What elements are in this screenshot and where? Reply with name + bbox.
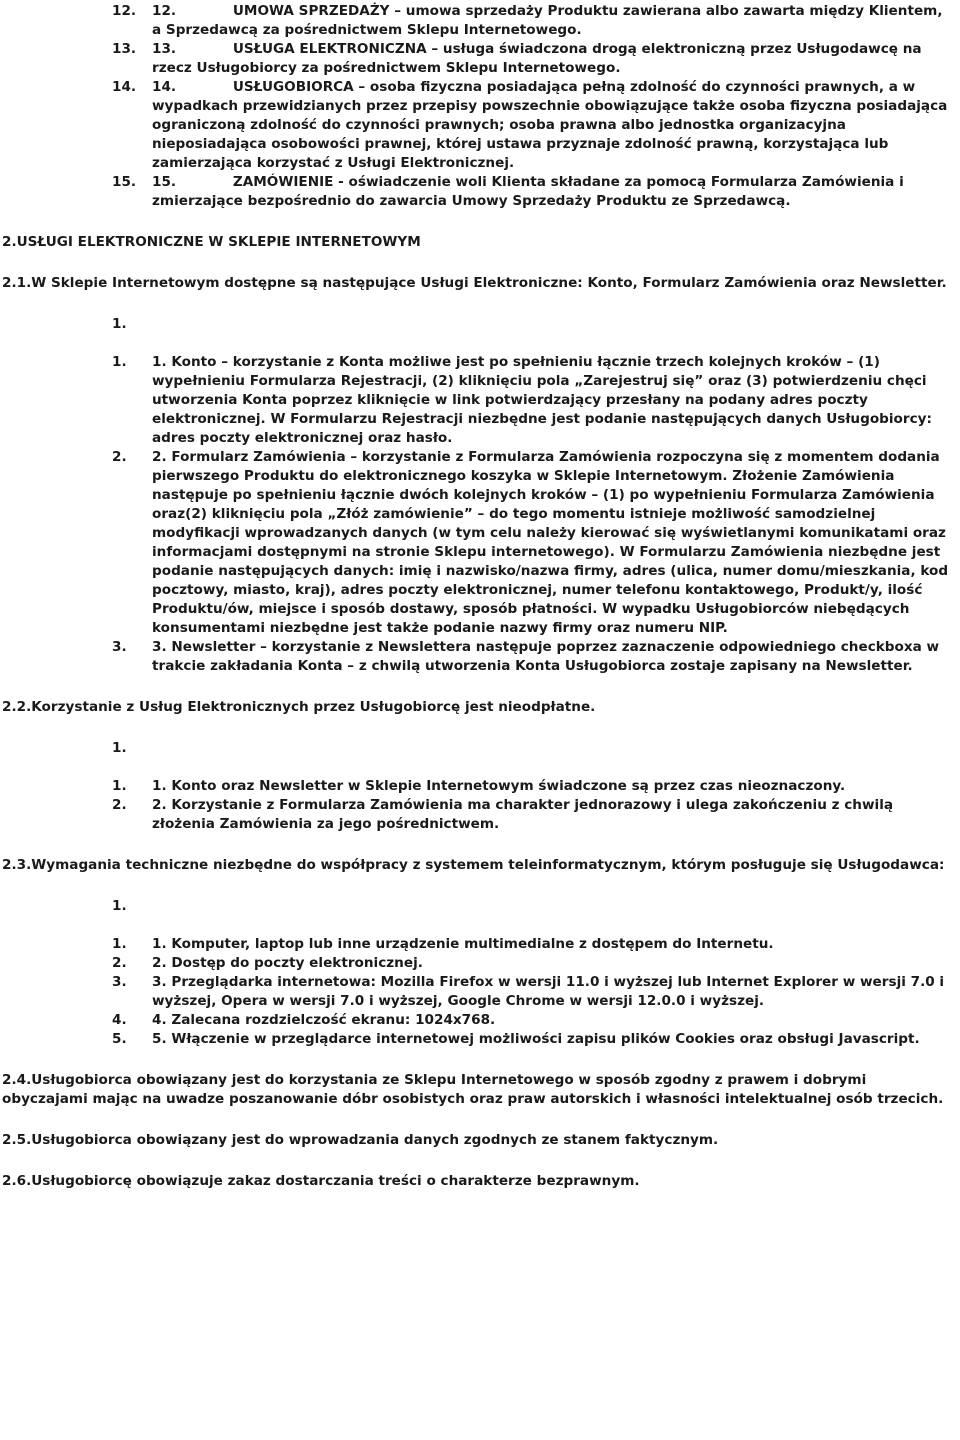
list-number: 3. <box>112 974 127 990</box>
list-number: 1. <box>112 740 127 756</box>
list-item <box>0 1030 960 1049</box>
list-number: 2. <box>112 955 127 971</box>
list-item <box>0 448 960 638</box>
list-item <box>0 935 960 954</box>
paragraph-2-3: 2.3.Wymagania techniczne niezbędne do współpracy z systemem teleinformatycznym, którym posługuje się Usługodawca: <box>2 857 945 873</box>
definition-number: 13. <box>112 41 137 57</box>
list-number: 3. <box>112 639 127 655</box>
list-item <box>0 973 960 1011</box>
list-item-text: 3. Przeglądarka internetowa: Mozilla Firefox w wersji 11.0 i wyższej lub Internet Explorer w wersji 7.0 i wyższej, Opera w wersji 7.0 i wyższej, Google Chrome w wersji 12.0.0 i wyższej. <box>152 974 945 1009</box>
definition-term: USŁUGA ELEKTRONICZNA <box>232 41 427 57</box>
list-item-text: 2. Formularz Zamówienia – korzystanie z Formularza Zamówienia rozpoczyna się z momentem dodania pierwszego Produktu do elektronicznego koszyka w Sklepie Internetowym. Złożenie Zamówienia następuje po spełnieniu łącznie dwóch kolejnych kroków – (1) po wypełnieniu Formularza Zamówienia oraz(2) kliknięciu pola „Złóż zamówienie” – do tego momentu istnieje możliwość samodzielnej modyfikacji wprowadzanych danych (w tym celu należy kierować się wyświetlanymi komunikatami oraz informacjami dostępnymi na stronie Sklepu internetowego). W Formularzu Zamówienia niezbędne jest podanie następujących danych: imię i nazwisko/nazwa firmy, adres (ulica, numer domu/mieszkania, kod pocztowy, miasto, kraj), adres poczty elektronicznej, numer telefonu kontaktowego, Produkt/y, ilość Produktu/ów, miejsce i sposób dostawy, sposób płatności. W wypadku Usługobiorców niebędących konsumentami niezbędne jest także podanie nazwy firmy oraz numeru NIP. <box>152 449 949 636</box>
list-item <box>0 796 960 834</box>
definition-number: 15. <box>112 174 137 190</box>
list-number: 2. <box>112 449 127 465</box>
paragraph-2-1: 2.1.W Sklepie Internetowym dostępne są następujące Usługi Elektroniczne: Konto, Formularz Zamówienia oraz Newsletter. <box>2 275 947 291</box>
list-item-text: 1. Konto – korzystanie z Konta możliwe jest po spełnieniu łącznie trzech kolejnych kroków – (1) wypełnieniu Formularza Rejestracji, (2) kliknięciu pola „Zarejestruj się” oraz (3) potwierdzeniu chęci utworzenia Konta poprzez kliknięcie w link potwierdzający przesłany na podany adres poczty elektronicznej. W Formularzu Rejestracji niezbędne jest podanie następujących danych Usługobiorcy: adres poczty elektronicznej oraz hasło. <box>152 354 932 446</box>
paragraph-2-5: 2.5.Usługobiorca obowiązany jest do wprowadzania danych zgodnych ze stanem faktycznym. <box>2 1132 719 1148</box>
definition-lead: 13. <box>152 41 177 57</box>
list-item-text: 3. Newsletter – korzystanie z Newslettera następuje poprzez zaznaczenie odpowiedniego checkboxa w trakcie zakładania Konta – z chwilą utworzenia Konta Usługobiorca zostaje zapisany na Newsletter. <box>152 639 940 674</box>
paragraph-2-2: 2.2.Korzystanie z Usług Elektronicznych przez Usługobiorcę jest nieodpłatne. <box>2 699 596 715</box>
list-item <box>0 777 960 796</box>
definition-text: – umowa sprzedaży Produktu zawierana albo zawarta między Klientem, a Sprzedawcą za pośrednictwem Sklepu Internetowego. <box>152 3 943 38</box>
list-item-text: 1. Konto oraz Newsletter w Sklepie Internetowym świadczone są przez czas nieoznaczony. <box>152 778 846 794</box>
list-number: 2. <box>112 797 127 813</box>
list-item <box>0 1011 960 1030</box>
definition-12 <box>0 2 960 40</box>
definition-text: – usługa świadczona drogą elektroniczną przez Usługodawcę na rzecz Usługobiorcy za pośrednictwem Sklepu Internetowego. <box>152 41 922 76</box>
definition-lead: 15. <box>152 174 177 190</box>
definition-lead: 14. <box>152 79 177 95</box>
list-number: 4. <box>112 1012 127 1028</box>
paragraph-2-6: 2.6.Usługobiorcę obowiązuje zakaz dostarczania treści o charakterze bezprawnym. <box>2 1173 640 1189</box>
definition-15 <box>0 173 960 211</box>
list-item <box>0 638 960 676</box>
list-number: 5. <box>112 1031 127 1047</box>
list-item-text: 2. Dostęp do poczty elektronicznej. <box>152 955 423 971</box>
definition-term: ZAMÓWIENIE <box>232 174 334 190</box>
list-number: 1. <box>112 316 127 332</box>
list-item-text: 1. Komputer, laptop lub inne urządzenie multimedialne z dostępem do Internetu. <box>152 936 774 952</box>
list-number: 1. <box>112 936 127 952</box>
list-item-text: 5. Włączenie w przeglądarce internetowej możliwości zapisu plików Cookies oraz obsługi Javascript. <box>152 1031 920 1047</box>
paragraph-2-4: 2.4.Usługobiorca obowiązany jest do korzystania ze Sklepu Internetowego w sposób zgodny z prawem i dobrymi obyczajami mając na uwadze poszanowanie dóbr osobistych oraz praw autorskich i własności intelektualnej osób trzecich. <box>2 1072 944 1107</box>
list-item-text: 4. Zalecana rozdzielczość ekranu: 1024x768. <box>152 1012 496 1028</box>
definition-lead: 12. <box>152 3 177 19</box>
list-item <box>0 954 960 973</box>
list-item-text: 2. Korzystanie z Formularza Zamówienia ma charakter jednorazowy i ulega zakończeniu z chwilą złożenia Zamówienia za jego pośrednictwem. <box>152 797 894 832</box>
list-number: 1. <box>112 778 127 794</box>
list-item <box>0 353 960 448</box>
definition-13 <box>0 40 960 78</box>
definition-term: UMOWA SPRZEDAŻY <box>232 3 390 19</box>
definition-14 <box>0 78 960 173</box>
definition-text: - oświadczenie woli Klienta składane za pomocą Formularza Zamówienia i zmierzające bezpośrednio do zawarcia Umowy Sprzedaży Produktu ze Sprzedawcą. <box>152 174 904 209</box>
definition-term: USŁUGOBIORCA <box>232 79 354 95</box>
definition-number: 14. <box>112 79 137 95</box>
definition-number: 12. <box>112 3 137 19</box>
list-number: 1. <box>112 354 127 370</box>
definition-text: – osoba fizyczna posiadająca pełną zdolność do czynności prawnych, a w wypadkach przewidzianych przez przepisy powszechnie obowiązujące także osoba fizyczna posiadająca ograniczoną zdolność do czynności prawnych; osoba prawna albo jednostka organizacyjna nieposiadająca osobowości prawnej, której ustawa przyznaje zdolność prawną, korzystająca lub zamierzająca korzystać z Usługi Elektronicznej. <box>152 79 948 171</box>
list-number: 1. <box>112 898 127 914</box>
section-heading: 2.USŁUGI ELEKTRONICZNE W SKLEPIE INTERNETOWYM <box>2 234 421 250</box>
